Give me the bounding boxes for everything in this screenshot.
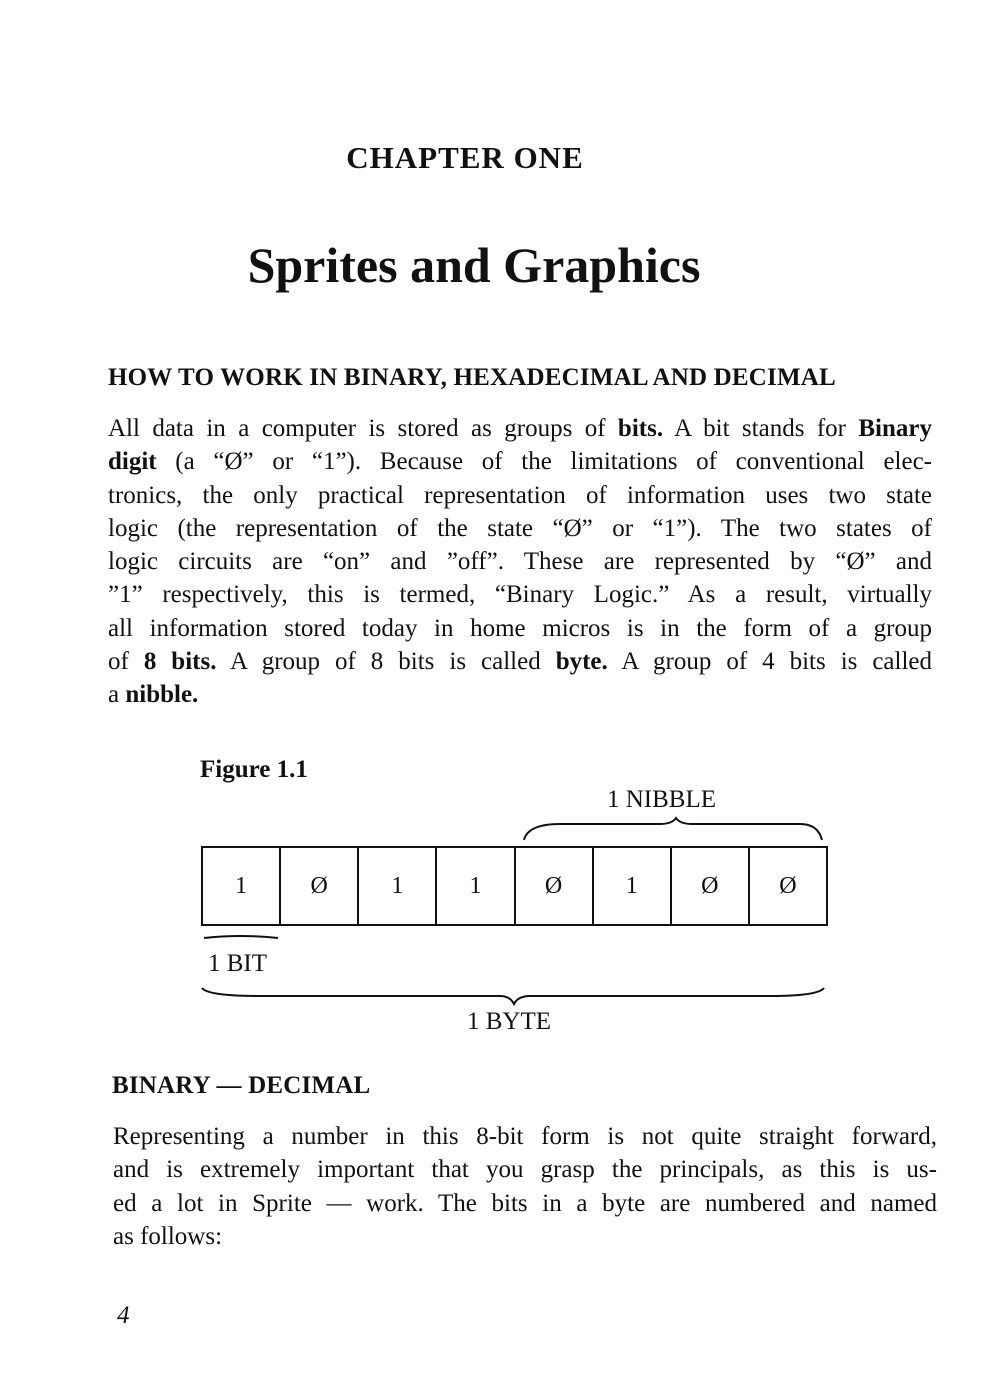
paragraph-line: and is extremely important that you grasp the principals, as this is us- (113, 1156, 937, 1184)
bit-cell: Ø (779, 872, 797, 899)
bit-cell: Ø (516, 848, 594, 924)
bold-term: byte. (555, 648, 608, 676)
paragraph-line: as follows: (113, 1222, 223, 1250)
paragraph-line: ”1” respectively, this is termed, “Binary Logic.” As a result, virtually (108, 581, 932, 609)
bit-brace (202, 930, 282, 944)
section-heading-binary-hex-decimal: HOW TO WORK IN BINARY, HEXADECIMAL AND DECIMAL (108, 364, 836, 391)
chapter-title: Sprites and Graphics (247, 237, 701, 293)
paragraph-line: ed a lot in Sprite — work. The bits in a byte are numbered and named (113, 1189, 937, 1217)
paragraph-line: of 8 bits. A group of 8 bits is called byte. A group of 4 bits is called (108, 648, 933, 676)
nibble-label: 1 NIBBLE (607, 786, 717, 813)
bit-cell: 1 (203, 848, 281, 924)
paragraph-line: all information stored today in home micros is in the form of a group (108, 614, 932, 642)
paragraph-line: digit (a “Ø” or “1”). Because of the limitations of conventional elec- (108, 448, 932, 476)
paragraph-binary-decimal (113, 1120, 937, 1253)
paragraph-line: Representing a number in this 8-bit form is not quite straight forward, (113, 1123, 937, 1150)
paragraph-bits-intro (108, 412, 932, 712)
bold-term: nibble. (125, 681, 199, 709)
bold-term: digit (108, 448, 157, 476)
bit-cell: Ø (281, 848, 359, 924)
bit-cell: Ø (672, 848, 750, 924)
bit-label: 1 BIT (208, 950, 268, 977)
paragraph-line: logic circuits are “on” and ”off”. These are represented by “Ø” and (108, 548, 932, 576)
paragraph-line: All data in a computer is stored as groups of bits. A bit stands for Binary (108, 415, 932, 442)
page-number: 4 (117, 1302, 130, 1329)
bit-cell: 1 (437, 848, 515, 924)
nibble-brace (520, 816, 830, 846)
bit-cell: 1 (594, 848, 672, 924)
figure-label: Figure 1.1 (200, 756, 308, 783)
paragraph-line: a nibble. (108, 681, 199, 709)
bold-term: Binary (858, 415, 932, 442)
paragraph-line: tronics, the only practical representation of information uses two state (108, 481, 932, 509)
paragraph-line: logic (the representation of the state “Ø” or “1”). The two states of (108, 514, 932, 542)
byte-diagram (201, 846, 828, 926)
bold-term: 8 bits. (143, 648, 217, 676)
byte-brace (200, 984, 830, 1010)
bit-cell: 1 (359, 848, 437, 924)
section-heading-binary-decimal: BINARY — DECIMAL (112, 1072, 371, 1099)
byte-label: 1 BYTE (467, 1008, 552, 1035)
chapter-label: CHAPTER ONE (346, 140, 584, 175)
bold-term: bits. (617, 415, 664, 442)
